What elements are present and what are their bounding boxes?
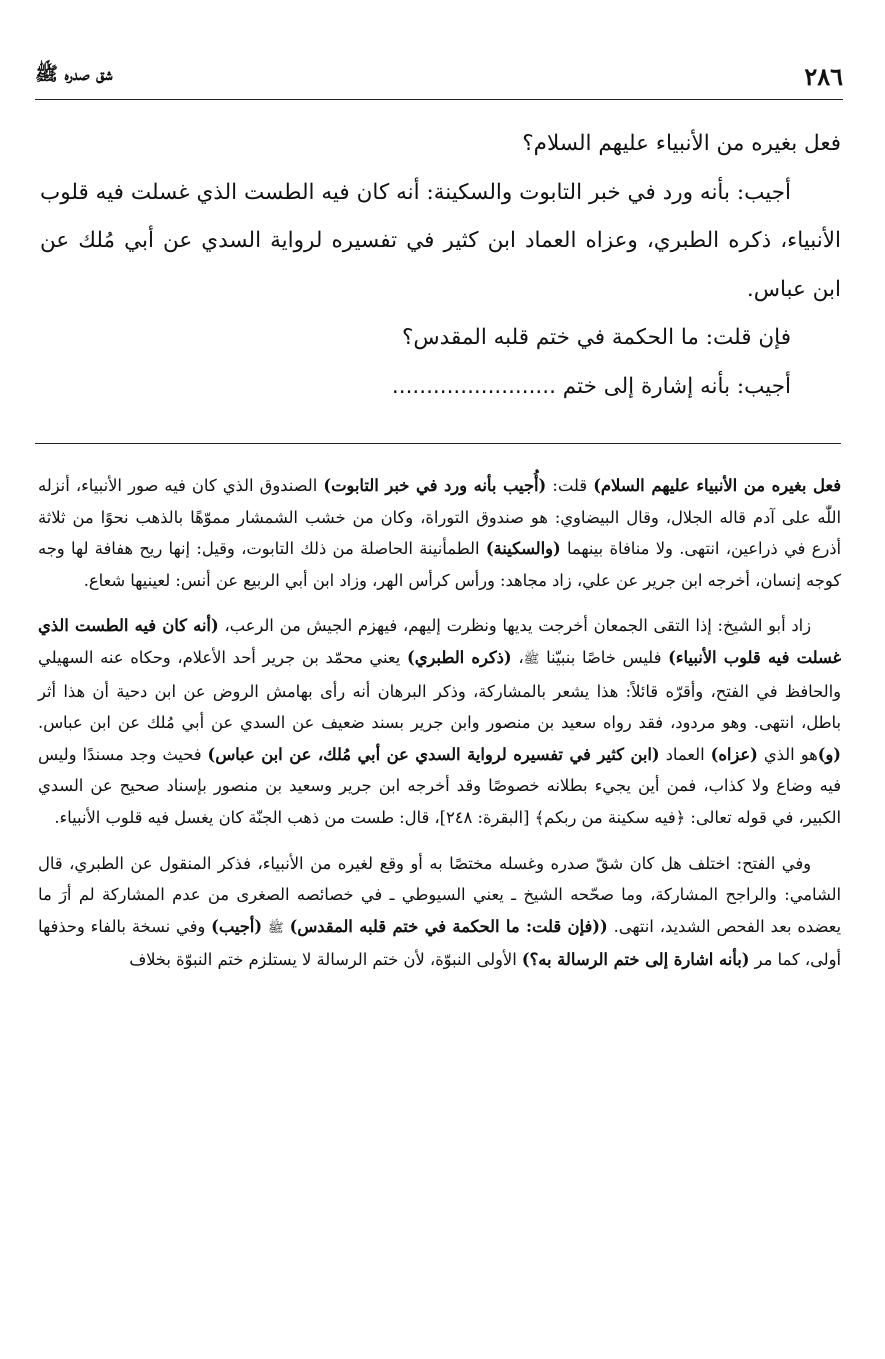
commentary-text: الأولى النبوّة، لأن ختم الرسالة لا يستلزم ختم النبوّة بخلاف xyxy=(129,950,522,970)
page-header xyxy=(35,54,843,98)
quoted-phrase: (أنه كان فيه الطست الذي غسلت فيه قلوب الأنبياء) xyxy=(38,616,842,667)
commentary-text: وفي الفتح: اختلف هل كان شقّ صدره وغسله مختصًا به أو وقع لغيره من الأنبياء، فذكر المنقول عن الطبري، قال الشامي: والراجح المشاركة، وما صحّحه الشيخ ـ يعني السيوطي ـ في خصائصه الصغرى من عدم المشاركة لم أرَ ما يعضده بعد الفحص الشديد، انتهى. xyxy=(38,853,841,936)
commentary-paragraph-3 xyxy=(38,848,841,976)
quoted-phrase: (ابن كثير في تفسيره لرواية السدي عن أبي مُلك، عن ابن عباس) xyxy=(207,744,660,764)
main-paragraph-4 xyxy=(40,363,841,412)
honorific-glyph: ﷺ xyxy=(523,651,540,667)
page-number: ٢٨٦ xyxy=(804,61,843,91)
commentary-text: فليس خاصًا بنبيّنا xyxy=(539,647,669,667)
main-paragraph-2: أجيب: بأنه ورد في خبر التابوت والسكينة: أنه كان فيه الطست الذي غسلت فيه قلوب الأنبياء، ذكره الطبري، وعزاه العماد ابن كثير في تفسيره لرواية السدي عن أبي مُلك عن ابن عباس. xyxy=(40,179,841,302)
quoted-phrase: (أُجيب بأنه ورد في خبر التابوت) xyxy=(323,476,547,495)
commentary-text: الطمأنينة الحاصلة من ذلك التابوت، وقيل: إنها ريح هفافة لها وجه كوجه إنسان، أخرجه ابن جرير عن علي، زاد مجاهد: ورأس كرأس الهر، وزاد ابن أبي الربيع عن أنس: لعينيها شعاع. xyxy=(38,539,841,590)
commentary-text: العماد xyxy=(659,744,711,764)
commentary-paragraph-2 xyxy=(38,610,841,833)
ellipsis-dots: ........................ xyxy=(391,373,556,399)
main-paragraph-3: فإن قلت: ما الحكمة في ختم قلبه المقدس؟ xyxy=(402,325,791,350)
quoted-phrase: (و) xyxy=(817,744,841,764)
quoted-phrase: (أجيب) xyxy=(211,916,263,936)
quoted-phrase: (بأنه اشارة إلى ختم الرسالة به؟) xyxy=(521,950,750,970)
main-paragraph-4-text: أجيب: بأنه إشارة إلى ختم xyxy=(562,373,791,399)
commentary-text: هو الذي xyxy=(757,744,818,764)
quoted-phrase: (عزاه) xyxy=(710,744,758,764)
commentary-text: وفي نسخة بالفاء وحذفها أولى، كما مر xyxy=(38,916,841,970)
commentary-block xyxy=(38,470,841,990)
section-divider xyxy=(35,443,841,444)
main-paragraph-1: فعل بغيره من الأنبياء عليهم السلام؟ xyxy=(522,131,841,156)
honorific-glyph: ﷺ xyxy=(267,920,284,936)
commentary-text: فحيث وجد مسندًا وليس فيه وضاع ولا كذاب، فمن أين يجيء بطلانه خصوصًا وقد أخرجه ابن جرير وسعيد بن منصور بإسناد صحيح عن السدي الكبير، في قوله تعالى: ﴿فيه سكينة من ربكم﴾ [البقرة: ٢٤٨]، قال: طست من ذهب الجنّة كان يغسل فيه قلوب الأنبياء. xyxy=(38,744,841,827)
commentary-text: ، xyxy=(511,647,524,667)
quoted-phrase: فعل بغيره من الأنبياء عليهم السلام) xyxy=(593,476,842,495)
running-title: شق صدره ﷺ xyxy=(35,63,113,85)
commentary-paragraph-1 xyxy=(38,470,841,596)
header-divider xyxy=(35,99,843,100)
commentary-text: الصندوق الذي كان فيه صور الأنبياء، أنزله اللّٰه على آدم قاله الجلال، وقال البيضاوي: هو صندوق التوراة، وكان من خشب الشمشار مموّهًا بالذهب نحوًا من ثلاثة أذرع في ذراعين، انتهى. ولا منافاة بينهما xyxy=(38,476,841,559)
commentary-text: قلت: xyxy=(546,476,594,495)
commentary-text: زاد أبو الشيخ: إذا التقى الجمعان أخرجت يديها ونظرت إليهم، فيهزم الجيش من الرعب، xyxy=(218,616,811,636)
quoted-phrase: (ذكره الطبري) xyxy=(407,647,512,667)
main-text-block xyxy=(40,120,841,411)
quoted-phrase: ((فإن قلت: ما الحكمة في ختم قلبه المقدس) xyxy=(289,916,608,936)
commentary-text: يعني محمّد بن جرير أحد الأعلام، وحكاه عنه السهيلي والحافظ في الفتح، وأقرّه قائلاً: هذا يشعر بالمشاركة، وذكر البرهان أنه رأى بهامش الروض عن ابن دحية أن هذا أثر باطل، انتهى. وهو مردود، فقد رواه سعيد بن منصور وابن جرير بسند ضعيف عن السدي عن أبي مُلك عن ابن عباس. xyxy=(38,647,841,733)
quoted-phrase: (والسكينة) xyxy=(485,539,561,559)
